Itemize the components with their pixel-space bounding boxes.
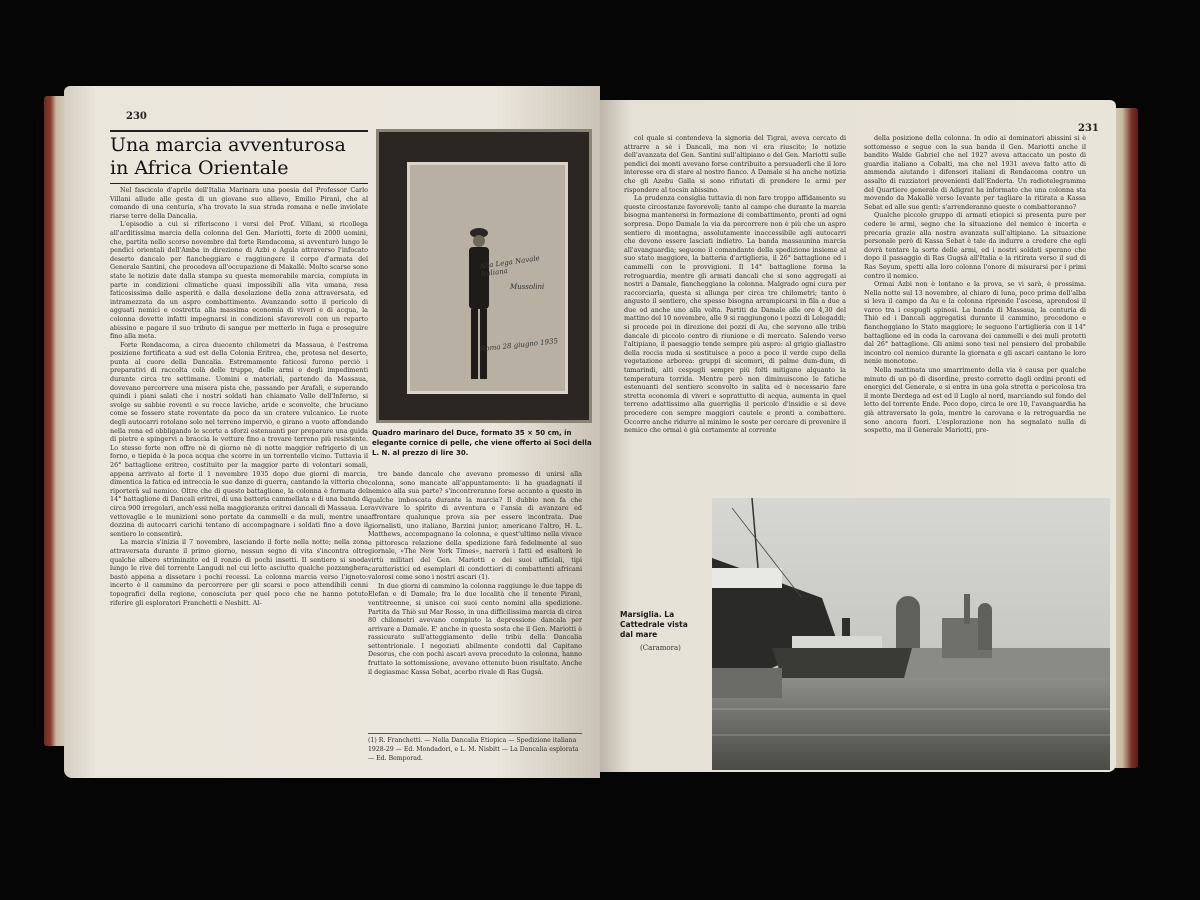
paragraph: Nella mattinata uno smarrimento della via è causa per qualche minuto di un pò di disordine, presto corretto dagli ordini pronti ed energici del Generale, e si entra in una gola stretta e pericolosa tra il monte Derdega ad est ed il Luglo al nord, marciando sul fondo del letto del torrente Ende. Poco dopo, circa le ore 10, l'avanguardia ha già attraversato la gola, mentre la carovana e la retroguardia ne sono ancora fuori. L'esplorazione non ha segnalato nulla di sospetto, ma il Generale Mariotti, pre- [864, 366, 1086, 435]
left-page-number: 230 [126, 111, 147, 122]
paragraph: Qualche piccolo gruppo di armati etiopici si presenta pure per cedere le armi, segno che la situazione del nemico è incerta e precaria grazie alla nostra avanzata sull'altipiano. La situazione personale però di Kassa Sebat è tale da indurre a credere che egli dovrà tentare la sorte delle armi, ed i nostri soldati sperano che dopo il passaggio di Ras Gugsà all'Italia e la ritirata verso il sud di Ras Seyum, spetti alla loro colonna l'onore di misurarsi per i primi contro il nemico. [864, 211, 1086, 280]
paragraph: In due giorni di cammino la colonna raggiunge le due tappe di Elefan e di Damale; fra le due località che il tenente Piranì, ventitreenne, si unisce coi suoi cento nomini alla spedizione. Partita da Thiò sul Mar Rosso, in una difficilissima marcia di circa 80 chilometri avevano compiuto la depressione dancala per arrivare a Damale. E' anche in questa sosta che il Gen. Mariotti è rassicurato sull'atteggiamento delle tribù della Dancalia settentrionale. I negoziati abilmente condotti dal Capitano Desorus, che con pochi ascari aveva preceduto la colonna, hanno fruttato la sottomissione, avevano ottenuto buon risultato. Anche il degiasmac Kassa Sebat, acerbo rivale di Ras Gugsà. [368, 581, 582, 676]
photo-signature: Mussolini [510, 283, 545, 291]
footnote: (1) R. Franchetti. — Nella Dancalia Etiopica — Spedizione italiana 1928-29 — Ed. Mondadori, e L. M. Nisbitt — La Dancalia esplorata — Ed. Bemporad. [368, 733, 582, 763]
paragraph: Nel fascicolo d'aprile dell'Italia Marinara una poesia del Professor Carlo Villani allude alle gesta di un giovane suo allievo, Emilio Piranì, che al comando di una centuria, s'ha trovato la sua strada romana e nelle inviolate riarse terre della Dancalia. [110, 186, 368, 220]
paragraph: tre bande dancale che avevano promesso di unirsi alla colonna, sono mancate all'appuntamento: li ha guadagnati il nemico alla sua parte? s'incontreranno forse accanto a questo in qualche imboscata durante la marcia? Il dubbio non fa che ravvivare lo spirito di avventura e l'ansia di avanzare ed affrontare qualunque prova sia per essere incontrata. Due giornalisti, uno italiano, Barzini junior, americano l'altro, H. L. Matthews, accompagnano la colonna, e quest'ultimo nella vivace e pittoresca relazione della spedizione farà fedelmente al suo giornale, «The New York Times», narrerà i fatti ed esalterà le virtù militari del Gen. Mariotti e dei suoi ufficiali, tipi caratteristici ed esemplari di condottieri di combattenti africani valorosi come sono i nostri ascari (1). [368, 470, 582, 582]
paragraph: La marcia s'inizia il 7 novembre, lasciando il forte nella notte; nella zona attraversata durante il primo giorno, nessun segno di vita s'incontra oltre qualche albero striminzito ed il ronzio di pochi insetti. Il sentiero si snoda lungo le rive del torrente Langudi nel cui letto asciutto qualche pozzanghera bastò appena a dissetare i pochi recessi. La colonna marcia verso l'ignoto: incerto è il cammino da percorrere per gli scarsi e poco attendibili cenni topografici della regione, conosciuta per quel poco che ne hanno potuto riferire gli esploratori Franchetti e Nesbitt. Al- [110, 538, 368, 607]
photo-inscription: Alla Lega Navale Italiana [479, 254, 541, 279]
right-page-number: 231 [1078, 123, 1099, 134]
paragraph: della posizione della colonna. In odio ai dominatori abissini si è sottomesso e segue con la sua banda il Gen. Mariotti anche il bandito Walde Gabriel che nel 1927 aveva attaccato un posto di guardia italiano a Cobalti, ma che nel 1931 aveva fatto atto di ammenda aiutando i difensori italiani di Rendacoma contro un assalto di razziatori provenienti dall'Enderta. Un radiotelegramma del Quartiere generale di Adigrat ha informato che una colonna sta movendo da Makallè verso levante per tagliare la ritirata a Kassa Sebat ed alle sue genti: s'arrenderanno queste o combatteranno? [864, 134, 1086, 211]
paragraph: col quale si contendeva la signoria del Tigrai, aveva cercato di attrarre a sè i Dancali, ma non vi era riuscito; le notizie dell'avanzata del Gen. Santini sull'altipiano e del Gen. Mariotti sulle pendici dei monti avevano forse contribuito a persuaderli che il loro interesse era di stare al nostro fianco. A Damale si ha anche notizia che gli Azebu Galla si sono rifiutati di prendere le armi per rispondere al tocsin abissino. [624, 134, 846, 194]
right-article-column-2 [864, 134, 1086, 490]
marseille-photo [712, 498, 1110, 770]
figure-silhouette-icon [464, 225, 494, 385]
right-article-column-1 [624, 134, 846, 490]
photo-date: Roma 28 giugno 1935 [479, 337, 559, 354]
left-article-column [110, 186, 368, 734]
duce-portrait-frame [376, 129, 592, 423]
duce-portrait-photo [407, 162, 568, 394]
left-article-column-2 [368, 470, 582, 728]
book-edge-left [44, 96, 66, 746]
paragraph: Ormai Azbi non è lontano e la prova, se vi sarà, è prossima. Nella notte sul 13 novembre, al chiaro di luna, poco prima dell'alba si leva il campo da Au e la colonna riprende l'ascesa, aprendosi il varco tra i cespugli spinosi. La banda di Massaua, la centuria di Thiò ed i Dancali aggregatisi durante il cammino, precedono e fiancheggiano lo Stato maggiore; le seguono l'artiglieria con il 14° battaglione ed in coda la carovana dei cammelli e dei muli protetti dal 26° battaglione. Gli animi sono tesi nel pensiero del probabile incontro col nemico durante la giornata e gli ascari cantano le loro nenie monotone. [864, 280, 1086, 366]
paragraph: L'episodio a cui si riferiscono i versi del Prof. Villani, si ricollega all'arditissima marcia della colonna del Gen. Mariotti, forte di 2000 uomini, che, partita nello scorso novembre dal forte Rendacoma, si avventurò lungo le pendici orientali dell'Amba in direzione di Azbi e Agula attraverso l'infocato deserto dancalo per fiancheggiare e raggiungere il corpo d'armata del Generale Santini, che procedeva all'occupazione di Makallè. Molto scarse sono state le notizie date dalla stampa su questa memorabile marcia, compiuta in parte in condizioni climatiche quasi impossibili alla vita umana, resa faticosissima dalle asperità e dalla desolazione della zona attraversata, ed intramezzata da un aspro combattimento. Avanzando sotto il pericolo di agguati nemici e costretta alla massima economia di viveri e di acqua, la colonna dovette infatti impegnarsi in condizioni sfavorevoli con un reparto abissino e pagare il suo tributo di sangue per metterlo in fuga e proseguire fino alla meta. [110, 220, 368, 341]
photo-credit: (Caramora) [640, 644, 681, 652]
paragraph: Forte Rendacoma, a circa duecento chilometri da Massaua, è l'estrema posizione fortificata a sud est della Colonia Eritrea, che, protesa nel deserto, punta al cuore della Dancalia. Estremamente faticosi furono perciò i preparativi di raccolta colà delle truppe, delle armi e degli impedimenti durante circa tre settimane. Uomini e materiali, partendo da Massaua, dovevano percorrere una misera pista che, passando per Arafali, e superando quindi i piani salati che i nostri soldati han chiamato Valle dell'Inferno, si svolge su sabbie roventi e su rocce laviche, aride e sconvolte, che bruciano come se fossero state roventate da poco da un cratere vulcanico. Le ruote degli autocarri rotolano solo nel terreno imperviò, e girano a vuoto affondando nella rena ed obbligando le scorte a sforzi estenuanti per preparare una guida di pietre e spingervi a braccia le vetture fino a trovare terreno più resistente. Lo stesso forte non offre nè di giorno nè di notte maggior refrigerio di un forno, e tiepida è la poca acqua che scorre in un torrentello vicino. Tuttavia il 26° battaglione eritreo, costituito per la maggior parte di volontari somali, appena arrivato al forte il 1 novembre 1935 dopo due giorni di marcia, dimentica la fatica ed intreccia le sue danze di guerra, cantando la vittoria che riporterà sul nemico. Oltre che di questo battaglione, la colonna è formata del 14° battaglione di Dancali eritrei, di una batteria cammellata e di una banda di circa 900 irregolari, anch'essi nella maggioranza eritrei dancali di Massaua. Le vettovaglie e le munizioni sono portate da cammelli e da muli, mentre una dozzina di autocarri carichi tentano di accompagnare i soldati fino a dove il sentiero lo consentirà. [110, 340, 368, 538]
marseille-caption: Marsiglia. La Cattedrale vista dal mare [620, 610, 688, 639]
portrait-caption: Quadro marinaro del Duce, formato 35 × 50 cm, in elegante cornice di pelle, che viene offerto ai Soci della L. N. al prezzo di lire 30. [372, 429, 592, 457]
article-headline: Una marcia avventurosa in Africa Orientale [110, 130, 368, 184]
paragraph: La prudenza consiglia tuttavia di non fare troppo affidamento su queste circostanze favorevoli; tanto al campo che durante la marcia bisogna mantenersi in formazione di combattimento, pronti ad ogni sorpresa. Dopo Damale la via da percorrere non è più che un aspro sentiero di montagna, assolutamente inaccessibile agli autocarri che devono essere lasciati indietro. La banda massaunina marcia all'avanguardia; seguono il comandante della spedizione insieme al suo stato maggiore, la batteria d'artiglieria, il 26° battaglione ed i cammelli con le provvigioni. Il 14° battaglione forma la retroguardia, mentre gli armati dancali che si sono aggregati ai nostri a Damale, fiancheggiano la colonna. Malgrado ogni cura per raccorciarla, questa si allunga per circa tre chilometri; tanto è angusto il sentiero, che spesso bisogna arrampicarsi in fila a due a due od anche uno alla volta. Partiti da Damale alle ore 4,30 del mattino del 10 novembre, alle 9 si raggiungono i pozzi di Lelegaddi; si procede poi in direzione dei pozzi di Au, che servono alle tribù dancale di piccolo centro di riunione e di mercato. Salendo verso l'altipiano, il paesaggio tende sempre più aspro: al grigio giallastro della roccia nuda si sostituisce a poco a poco il verde cupo della vegetazione arborea: gruppi di sicomori, di palme dum-dum, di tamarindi, alti cespugli sempre più folti mitigano alquanto la temperatura torrida. Mentre però non diminuiscono le fatiche estenuanti del sentiero sconvolto in salita ed è necessario fare stretta economia di viveri e soprattutto di acqua, aumenta in quel terreno adattissimo alla guerriglia il pericolo d'insidie e si deve procedere con sempre maggiori cautele e pronti a combattere. Occorre anche ridurre al minimo le soste per cercare di prevenire il nemico che ormai è già certamente al corrente [624, 194, 846, 435]
marseille-harbor-image [712, 498, 1110, 770]
